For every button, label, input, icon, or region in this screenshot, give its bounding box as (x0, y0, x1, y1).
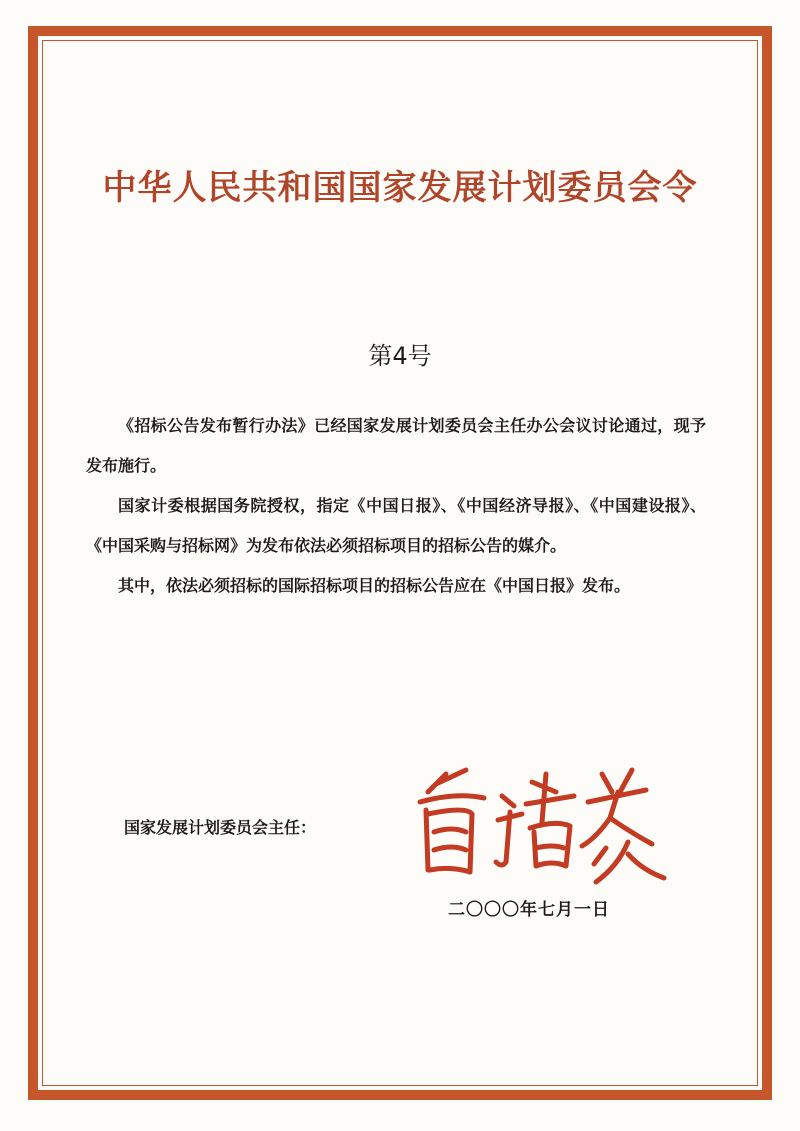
document-title: 中华人民共和国国家发展计划委员会令 (102, 168, 698, 208)
handwritten-signature (406, 762, 676, 892)
paragraph-2: 国家计委根据国务院授权，指定《中国日报》、《中国经济导报》、《中国建设报》、《中国采购与招标网》为发布依法必须招标项目的招标公告的媒介。 (86, 496, 706, 555)
issue-date: 二〇〇〇年七月一日 (448, 900, 610, 920)
signer-label: 国家发展计划委员会主任： (124, 818, 317, 837)
paragraph-3: 其中，依法必须招标的国际招标项目的招标公告应在《中国日报》发布。 (118, 576, 631, 595)
document-number: 第4号 (368, 342, 432, 370)
document-body (86, 406, 706, 606)
paragraph-1: 《招标公告发布暂行办法》已经国家发展计划委员会主任办公会议讨论通过，现予发布施行。 (86, 416, 706, 475)
